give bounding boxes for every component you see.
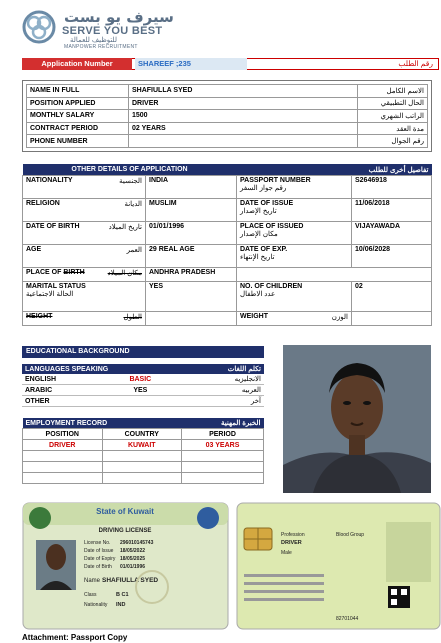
- age-label-cell: [23, 245, 146, 268]
- attachment-label: Attachment: Passport Copy: [22, 633, 128, 642]
- other-details-header-arabic: تفاصيل أخرى للطلب: [237, 164, 432, 176]
- children-value: 02: [352, 282, 432, 312]
- table-row: [23, 473, 264, 484]
- svg-text:Name: Name: [84, 578, 101, 584]
- table-row: [23, 451, 264, 462]
- religion-value: MUSLIM: [146, 199, 237, 222]
- license-dob: 01/01/1996: [120, 564, 146, 570]
- height-value: [146, 312, 237, 326]
- empty-cell: [23, 451, 103, 462]
- issue-place-label-arabic: مكان الإصدار: [240, 231, 278, 238]
- age-value: 29 REAL AGE: [146, 245, 237, 268]
- expiry-label-cell: [237, 245, 352, 268]
- personal-info-table: [26, 84, 428, 148]
- position-value: DRIVER: [129, 97, 358, 110]
- issue-date-label-cell: [237, 199, 352, 222]
- age-label: AGE: [26, 246, 42, 253]
- column-header-period: PERIOD: [182, 429, 264, 440]
- children-label: NO. OF CHILDREN: [240, 283, 303, 290]
- table-row: [27, 122, 428, 135]
- age-label-arabic: العمر: [126, 247, 142, 254]
- table-row: [22, 396, 264, 407]
- name-value: SHAFIULLA SYED: [129, 85, 358, 98]
- name-label-arabic: الاسم الكامل: [358, 85, 428, 98]
- children-label-cell: [237, 282, 352, 312]
- table-row: [27, 97, 428, 110]
- logo-english-name: SERVE YOU BEST: [62, 25, 163, 37]
- name-label: NAME IN FULL: [27, 85, 129, 98]
- height-label-arabic: الطول: [123, 314, 142, 321]
- dob-label-arabic: تاريخ الميلاد: [108, 224, 142, 231]
- children-label-arabic: عدد الاطفال: [240, 291, 276, 298]
- language-name-arabic: آخر: [173, 396, 264, 407]
- table-row: [23, 429, 264, 440]
- table-row: [22, 385, 264, 396]
- languages-header-arabic: تكلم اللغات: [173, 364, 264, 374]
- weight-label-arabic: الوزن: [331, 314, 348, 321]
- birth-place-label-cell: [23, 268, 146, 282]
- license-expiry: 18/05/2025: [120, 556, 146, 562]
- column-header-country: COUNTRY: [102, 429, 182, 440]
- svg-text:Class: Class: [84, 592, 97, 598]
- language-name-arabic: العربيه: [173, 385, 264, 396]
- position-label-arabic: الحال التطبيقي: [358, 97, 428, 110]
- logo-subtitle-arabic: للتوظيف للعمالة: [70, 37, 117, 44]
- svg-text:Date of Issue: Date of Issue: [84, 548, 114, 554]
- birth-place-label: PLACE OF: [26, 269, 64, 276]
- position-label: POSITION APPLIED: [27, 97, 129, 110]
- column-header-position: POSITION: [23, 429, 103, 440]
- license-nationality: IND: [116, 602, 126, 608]
- language-level: BASIC: [108, 374, 173, 385]
- height-label-cell: [23, 312, 146, 326]
- passport-value: S2646918: [352, 176, 432, 199]
- language-name-arabic: الانجليزيه: [173, 374, 264, 385]
- phone-label-arabic: رقم الجوال: [358, 135, 428, 148]
- table-row: [23, 222, 432, 245]
- contract-label: CONTRACT PERIOD: [27, 122, 129, 135]
- svg-text:Profession: Profession: [281, 532, 305, 538]
- weight-label: WEIGHT: [240, 313, 268, 320]
- contract-value: 02 YEARS: [129, 122, 358, 135]
- employment-position: DRIVER: [23, 440, 103, 451]
- logo-subtitle-english: MANPOWER RECRUITMENT: [64, 44, 138, 50]
- applicant-photo: [283, 345, 431, 493]
- language-level: [108, 396, 173, 407]
- table-header-row: [23, 418, 264, 429]
- phone-label: PHONE NUMBER: [27, 135, 129, 148]
- contract-label-arabic: مدة العقد: [358, 122, 428, 135]
- passport-label-cell: [237, 176, 352, 199]
- empty-cell: [237, 268, 432, 282]
- phone-value: [129, 135, 358, 148]
- table-row: [27, 85, 428, 98]
- religion-label: RELIGION: [26, 200, 60, 207]
- empty-cell: [182, 451, 264, 462]
- language-name: OTHER: [22, 396, 108, 407]
- other-details-table: [22, 164, 432, 326]
- table-row: [23, 176, 432, 199]
- application-number-value: SHAREEF ;235: [135, 58, 247, 70]
- table-row: [23, 440, 264, 451]
- languages-table: [22, 364, 264, 407]
- license-profession: DRIVER: [281, 540, 302, 546]
- table-row: [22, 374, 264, 385]
- language-name: ENGLISH: [22, 374, 108, 385]
- svg-text:Date of Expiry: Date of Expiry: [84, 556, 116, 562]
- salary-value: 1500: [129, 110, 358, 123]
- other-details-header: OTHER DETAILS OF APPLICATION: [23, 164, 237, 176]
- issue-place-label-cell: [237, 222, 352, 245]
- issue-date-label: DATE OF ISSUE: [240, 200, 294, 207]
- svg-text:Nationality: Nationality: [84, 602, 108, 608]
- logo-arabic-name: سيرف يو بست: [64, 8, 174, 26]
- marital-label-arabic: الحالة الاجتماعية: [26, 291, 74, 298]
- license-state: State of Kuwait: [96, 507, 154, 516]
- expiry-label-arabic: تاريخ الإنتهاء: [240, 254, 275, 261]
- passport-label-arabic: رقم جواز السفر: [240, 185, 287, 192]
- table-row: [27, 110, 428, 123]
- license-number: 296010145743: [120, 540, 154, 546]
- svg-text:License No.: License No.: [84, 540, 111, 546]
- marital-value: YES: [146, 282, 237, 312]
- expiry-label: DATE OF EXP.: [240, 246, 288, 253]
- application-number-label: Application Number: [22, 58, 132, 70]
- salary-label-arabic: الراتب الشهري: [358, 110, 428, 123]
- dob-label: DATE OF BIRTH: [26, 223, 80, 230]
- dob-value: 01/01/1996: [146, 222, 237, 245]
- nationality-value: INDIA: [146, 176, 237, 199]
- language-level: YES: [108, 385, 173, 396]
- empty-cell: [102, 451, 182, 462]
- table-row: [23, 268, 432, 282]
- religion-label-cell: [23, 199, 146, 222]
- birth-place-label-arabic: مكان الميلاد: [107, 270, 142, 277]
- license-card-number: 82701044: [336, 616, 359, 622]
- expiry-value: 10/06/2028: [352, 245, 432, 268]
- empty-cell: [182, 473, 264, 484]
- employment-header: EMPLOYMENT RECORD: [23, 418, 182, 429]
- empty-cell: [102, 473, 182, 484]
- dob-label-cell: [23, 222, 146, 245]
- languages-header: LANGUAGES SPEAKING: [22, 364, 173, 374]
- svg-text:Date of Birth: Date of Birth: [84, 564, 112, 570]
- height-label: HEIGHT: [26, 313, 53, 320]
- table-row: [23, 312, 432, 326]
- issue-date-label-arabic: تاريخ الإصدار: [240, 208, 277, 215]
- passport-label: PASSPORT NUMBER: [240, 177, 311, 184]
- nationality-label-arabic: الجنسية: [119, 178, 142, 185]
- table-row: [23, 462, 264, 473]
- language-name: ARABIC: [22, 385, 108, 396]
- table-header-row: [22, 364, 264, 374]
- birth-place-value: ANDHRA PRADESH: [146, 268, 237, 282]
- empty-cell: [23, 462, 103, 473]
- weight-value: [352, 312, 432, 326]
- table-row: [23, 282, 432, 312]
- nationality-label: NATIONALITY: [26, 177, 73, 184]
- license-name: SHAFIULLA SYED: [102, 577, 159, 584]
- license-gender: Male: [281, 550, 292, 556]
- svg-text:Blood Group: Blood Group: [336, 532, 365, 538]
- table-row: [23, 245, 432, 268]
- table-header-row: [23, 164, 432, 176]
- license-title: DRIVING LICENSE: [98, 528, 152, 534]
- employment-country: KUWAIT: [102, 440, 182, 451]
- employment-table: [22, 418, 264, 484]
- issue-date-value: 11/06/2018: [352, 199, 432, 222]
- empty-cell: [182, 462, 264, 473]
- empty-cell: [102, 462, 182, 473]
- application-number-label-arabic: رقم الطلب: [398, 59, 433, 68]
- company-logo-icon: [22, 10, 56, 44]
- marital-label: MARITAL STATUS: [26, 283, 86, 290]
- religion-label-arabic: الديانة: [124, 201, 142, 208]
- employment-period: 03 YEARS: [182, 440, 264, 451]
- birth-place-label-struck: BIRTH: [63, 269, 85, 276]
- empty-cell: [23, 473, 103, 484]
- table-row: [27, 135, 428, 148]
- education-header: EDUCATIONAL BACKGROUND: [22, 346, 264, 358]
- table-row: [23, 199, 432, 222]
- issue-place-value: VIJAYAWADA: [352, 222, 432, 245]
- driving-license-front: [22, 502, 229, 630]
- salary-label: MONTHLY SALARY: [27, 110, 129, 123]
- employment-header-arabic: الخبرة المهنية: [182, 418, 264, 429]
- marital-label-cell: [23, 282, 146, 312]
- license-class: B C1: [116, 592, 129, 598]
- license-issue: 18/05/2022: [120, 548, 146, 554]
- nationality-label-cell: [23, 176, 146, 199]
- driving-license-back: [236, 502, 441, 630]
- issue-place-label: PLACE OF ISSUED: [240, 223, 304, 230]
- weight-label-cell: [237, 312, 352, 326]
